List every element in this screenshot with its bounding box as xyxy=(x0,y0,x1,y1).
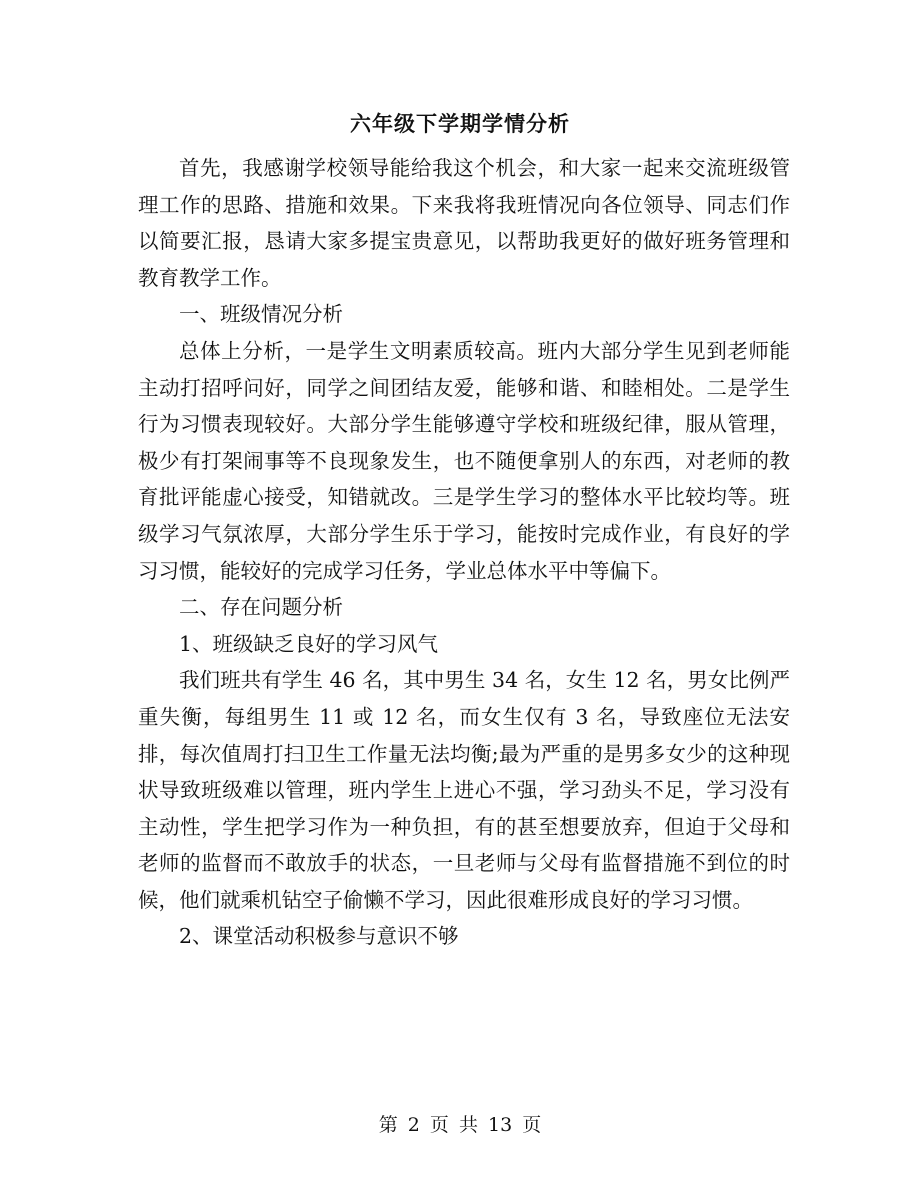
paragraph-class-analysis: 总体上分析，一是学生文明素质较高。班内大部分学生见到老师能主动打招呼问好，同学之间团结友爱，能够和谐、和睦相处。二是学生行为习惯表现较好。大部分学生能够遵守学校和班级纪律，服从管理，极少有打架闹事等不良现象发生，也不随便拿别人的东西，对老师的教育批评能虚心接受，知错就改。三是学生学习的整体水平比较均等。班级学习气氛浓厚，大部分学生乐于学习，能按时完成作业，有良好的学习习惯，能较好的完成学习任务，学业总体水平中等偏下。 xyxy=(138,338,790,583)
page-footer: 第 2 页 共 13 页 xyxy=(378,1114,542,1136)
paragraph-intro: 首先，我感谢学校领导能给我这个机会，和大家一起来交流班级管理工作的思路、措施和效果。下来我将我班情况向各位领导、同志们作以简要汇报，恳请大家多提宝贵意见，以帮助我更好的做好班务管理和教育教学工作。 xyxy=(138,156,790,290)
section-heading-class-situation: 一、班级情况分析 xyxy=(179,302,343,327)
paragraph-study-atmosphere: 我们班共有学生 46 名，其中男生 34 名，女生 12 名，男女比例严重失衡，每组男生 11 或 12 名，而女生仅有 3 名，导致座位无法安排，每次值周打扫卫生工作量无法均衡;最为严重的是男多女少的这种现状导致班级难以管理，班内学生上进心不强，学习劲头不足，学习没有主动性，学生把学习作为一种负担，有的甚至想要放弃，但迫于父母和老师的监督而不敢放手的状态，一旦老师与父母有监督措施不到位的时候，他们就乘机钻空子偷懒不学习，因此很难形成良好的学习习惯。 xyxy=(138,668,790,912)
section-heading-problems: 二、存在问题分析 xyxy=(179,595,343,620)
subheading-class-participation: 2、课堂活动积极参与意识不够 xyxy=(179,924,459,949)
document-title: 六年级下学期学情分析 xyxy=(350,111,570,136)
subheading-study-atmosphere: 1、班级缺乏良好的学习风气 xyxy=(179,631,439,656)
document-body xyxy=(138,150,790,955)
